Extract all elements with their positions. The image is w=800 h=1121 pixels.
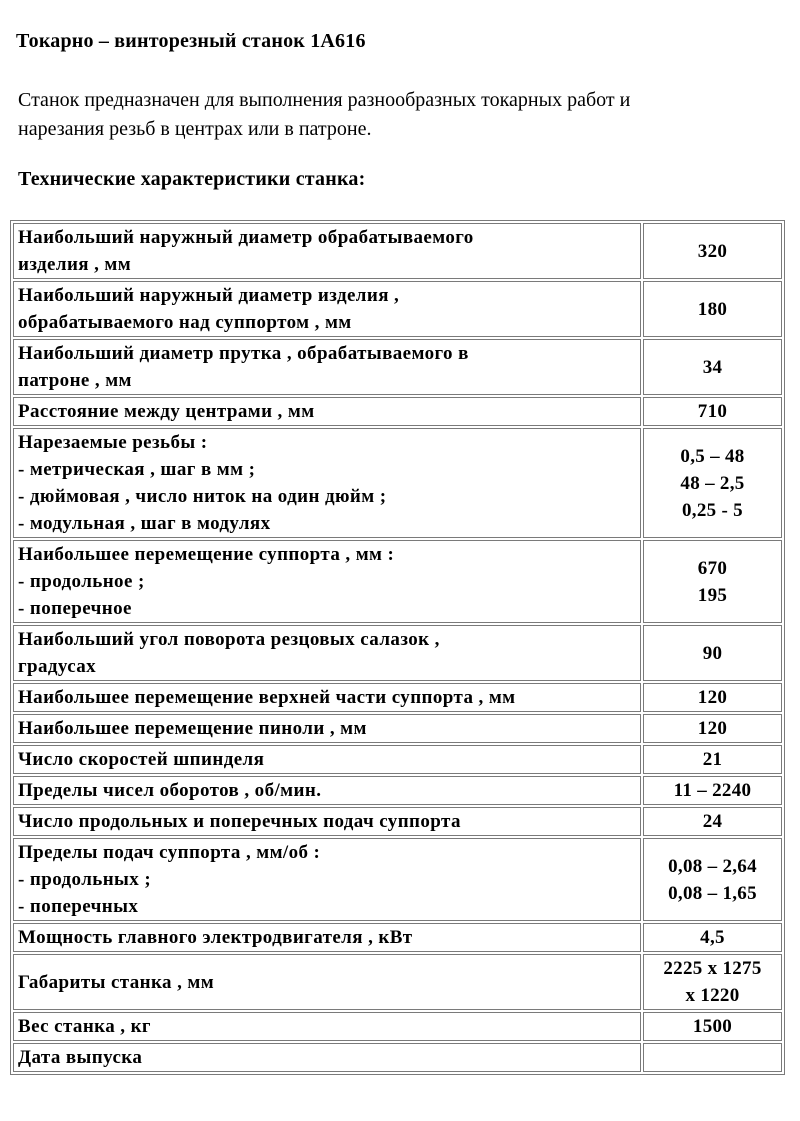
spec-value-cell [643,339,782,395]
spec-parameter-cell [13,683,641,712]
spec-row [13,838,782,921]
spec-parameter-text: Мощность главного электродвигателя , кВт [18,927,413,948]
spec-value-cell [643,625,782,681]
spec-parameter-text: Наибольший диаметр прутка , обрабатываемого в [18,343,469,364]
spec-value-text: 710 [697,401,728,422]
spec-parameter-cell [13,540,641,623]
spec-value-text: 670 [697,557,728,579]
spec-value-text: 0,08 – 1,65 [668,882,757,904]
spec-parameter-cell [13,223,641,279]
spec-value-cell [643,714,782,743]
spec-parameter-cell [13,745,641,774]
spec-parameter-text: Число продольных и поперечных подач суппорта [18,811,461,832]
intro-paragraph [18,86,788,144]
spec-parameter-text: - поперечных [18,896,139,917]
spec-parameter-cell [13,339,641,395]
document-title: Токарно – винторезный станок 1А616 [16,30,366,52]
spec-value-cell [643,745,782,774]
spec-parameter-cell [13,428,641,538]
spec-row [13,625,782,681]
spec-value-text: 0,08 – 2,64 [668,855,757,877]
spec-row [13,1012,782,1041]
spec-value-text: 1500 [692,1016,733,1037]
spec-parameter-cell [13,397,641,426]
spec-value-text: 21 [702,749,723,770]
spec-parameter-cell [13,1043,641,1072]
spec-parameter-text: - модульная , шаг в модулях [18,513,271,534]
specs-heading: Технические характеристики станка: [18,168,366,190]
spec-value-cell [643,807,782,836]
spec-value-cell [643,923,782,952]
spec-parameter-cell [13,954,641,1010]
spec-value-cell [643,428,782,538]
specs-table-body [13,223,782,1072]
spec-parameter-text: - продольное ; [18,571,145,592]
spec-parameter-text: Вес станка , кг [18,1016,151,1037]
spec-row [13,954,782,1010]
spec-parameter-text: обрабатываемого над суппортом , мм [18,312,352,333]
spec-parameter-text: Пределы подач суппорта , мм/об : [18,842,321,863]
spec-value-text: 195 [697,584,728,606]
spec-value-text: 120 [697,687,728,708]
spec-row [13,1043,782,1072]
spec-value-text: 2225 х 1275 [663,958,762,979]
spec-value-cell [643,281,782,337]
spec-value-text: 0,5 – 48 [680,445,745,467]
spec-row [13,776,782,805]
spec-value-text: 0,25 - 5 [682,499,743,521]
spec-row [13,683,782,712]
spec-parameter-text: Нарезаемые резьбы : [18,432,208,453]
spec-value-text: 24 [702,811,723,832]
spec-parameter-text: Расстояние между центрами , мм [18,401,315,422]
spec-parameter-text: - дюймовая , число ниток на один дюйм ; [18,486,387,507]
spec-row [13,923,782,952]
spec-parameter-text: патроне , мм [18,370,132,391]
specs-table [10,220,785,1075]
spec-parameter-text: изделия , мм [18,254,132,275]
spec-parameter-cell [13,838,641,921]
spec-parameter-text: - продольных ; [18,869,152,890]
spec-value-text: 48 – 2,5 [680,472,745,494]
spec-value-text: 11 – 2240 [673,780,752,801]
spec-value-cell [643,223,782,279]
intro-line: Станок предназначен для выполнения разнообразных токарных работ и [18,89,631,111]
spec-row [13,714,782,743]
spec-value-cell [643,1012,782,1041]
spec-row [13,745,782,774]
spec-parameter-text: Наибольший наружный диаметр обрабатываемого [18,227,474,248]
spec-parameter-text: - метрическая , шаг в мм ; [18,459,256,480]
spec-parameter-text: Наибольший наружный диаметр изделия , [18,285,400,306]
spec-parameter-text: Наибольшее перемещение суппорта , мм : [18,544,395,565]
spec-value-cell [643,540,782,623]
spec-parameter-cell [13,625,641,681]
spec-row [13,339,782,395]
spec-value-text: 4,5 [700,927,725,948]
spec-value-text: х 1220 [685,985,740,1006]
spec-value-cell [643,683,782,712]
spec-row [13,397,782,426]
spec-value-cell [643,397,782,426]
spec-parameter-text: Число скоростей шпинделя [18,749,265,770]
spec-parameter-text: Пределы чисел оборотов , об/мин. [18,780,322,801]
spec-row [13,281,782,337]
spec-parameter-cell [13,281,641,337]
spec-parameter-cell [13,807,641,836]
spec-value-cell [643,838,782,921]
spec-parameter-text: Наибольший угол поворота резцовых салазок , [18,629,440,650]
spec-parameter-cell [13,1012,641,1041]
spec-parameter-text: градусах [18,656,97,677]
spec-parameter-cell [13,923,641,952]
spec-parameter-cell [13,776,641,805]
spec-row [13,428,782,538]
spec-value-text: 90 [702,642,723,664]
spec-value-cell [643,776,782,805]
spec-parameter-text: Габариты станка , мм [18,971,215,993]
spec-parameter-text: Наибольшее перемещение верхней части суппорта , мм [18,687,516,708]
spec-row [13,540,782,623]
spec-parameter-text: - поперечное [18,598,132,619]
spec-parameter-text: Дата выпуска [18,1047,143,1068]
spec-value-text: 34 [702,356,723,378]
spec-parameter-text: Наибольшее перемещение пиноли , мм [18,718,367,739]
spec-value-text: 180 [697,298,728,320]
spec-value-cell [643,954,782,1010]
spec-value-text: 320 [697,240,728,262]
spec-row [13,807,782,836]
spec-parameter-cell [13,714,641,743]
spec-row [13,223,782,279]
spec-value-cell [643,1043,782,1072]
intro-line: нарезания резьб в центрах или в патроне. [18,118,372,140]
spec-value-text: 120 [697,718,728,739]
